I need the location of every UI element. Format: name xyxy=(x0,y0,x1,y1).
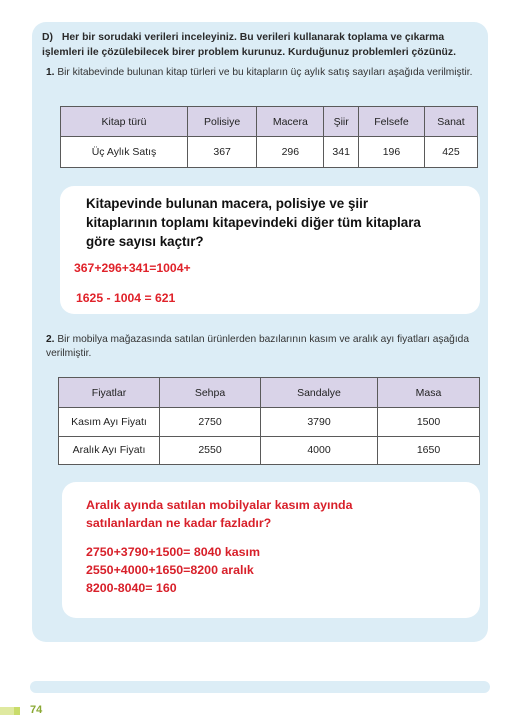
q2-answer-line: 2750+3790+1500= 8040 kasım xyxy=(86,545,260,559)
q1-header-cell: Felsefe xyxy=(358,107,424,137)
q2-answer-block xyxy=(86,543,476,597)
q2-header-cell: Sandalye xyxy=(261,378,378,408)
q1-text: Bir kitabevinde bulunan kitap türleri ve bu kitapların üç aylık satış sayıları aşağıda verilmiştir. xyxy=(57,67,473,78)
q1-value-cell: 296 xyxy=(257,137,324,168)
q1-answer-line: 1625 - 1004 = 621 xyxy=(76,291,176,305)
q1-row-label: Üç Aylık Satış xyxy=(61,137,188,168)
q2-value-cell: 3790 xyxy=(261,408,378,437)
page-corner-tab-accent xyxy=(14,707,20,715)
q1-value-cell: 341 xyxy=(324,137,359,168)
q2-value-cell: 4000 xyxy=(261,436,378,465)
footer-bar xyxy=(30,681,490,693)
q1-header-cell: Polisiye xyxy=(188,107,257,137)
q1-header-cell: Macera xyxy=(257,107,324,137)
q1-problem-text xyxy=(86,194,478,251)
q2-problem-line: Aralık ayında satılan mobilyalar kasım ayında xyxy=(86,498,353,512)
q2-value-cell: 2750 xyxy=(160,408,261,437)
q1-problem-line: kitaplarının toplamı kitapevindeki diğer tüm kitaplara xyxy=(86,215,421,230)
section-label: D) xyxy=(42,32,53,43)
q1-header-cell: Kitap türü xyxy=(61,107,188,137)
q2-value-cell: 1500 xyxy=(378,408,480,437)
q1-value-cell: 196 xyxy=(358,137,424,168)
q1-problem-line: göre sayısı kaçtır? xyxy=(86,234,204,249)
q2-value-cell: 2550 xyxy=(160,436,261,465)
q2-header-cell: Masa xyxy=(378,378,480,408)
q1-header-cell: Şiir xyxy=(324,107,359,137)
section-text: Her bir sorudaki verileri inceleyiniz. Bu verileri kullanarak toplama ve çıkarma işlemleri ile çözülebilecek birer problem kurunuz. Kurduğunuz problemleri çözünüz. xyxy=(42,32,456,58)
q2-answer-line: 8200-8040= 160 xyxy=(86,581,177,595)
q1-value-cell: 367 xyxy=(188,137,257,168)
q2-header-cell: Sehpa xyxy=(160,378,261,408)
q2-answer-line: 2550+4000+1650=8200 aralık xyxy=(86,563,254,577)
page-number: 74 xyxy=(30,704,43,716)
q1-statement xyxy=(46,66,482,80)
q2-row-label: Aralık Ayı Fiyatı xyxy=(59,436,160,465)
q2-problem-line: satılanlardan ne kadar fazladır? xyxy=(86,516,272,530)
q2-text: Bir mobilya mağazasında satılan ürünlerden bazılarının kasım ve aralık ayı fiyatları aşağıda verilmiştir. xyxy=(46,334,470,359)
q2-statement xyxy=(46,333,482,361)
q2-problem-text xyxy=(86,496,476,532)
section-instruction xyxy=(42,30,482,60)
q1-problem-line: Kitapevinde bulunan macera, polisiye ve şiir xyxy=(86,196,369,211)
page-corner-tab xyxy=(0,707,14,715)
q2-number: 2. xyxy=(46,334,55,345)
q1-table xyxy=(60,106,478,168)
q2-row-label: Kasım Ayı Fiyatı xyxy=(59,408,160,437)
q2-value-cell: 1650 xyxy=(378,436,480,465)
q1-number: 1. xyxy=(46,67,55,78)
q1-value-cell: 425 xyxy=(424,137,477,168)
q1-header-cell: Sanat xyxy=(424,107,477,137)
q1-answer-line: 367+296+341=1004+ xyxy=(74,261,191,275)
q2-table xyxy=(58,377,480,465)
q2-header-cell: Fiyatlar xyxy=(59,378,160,408)
